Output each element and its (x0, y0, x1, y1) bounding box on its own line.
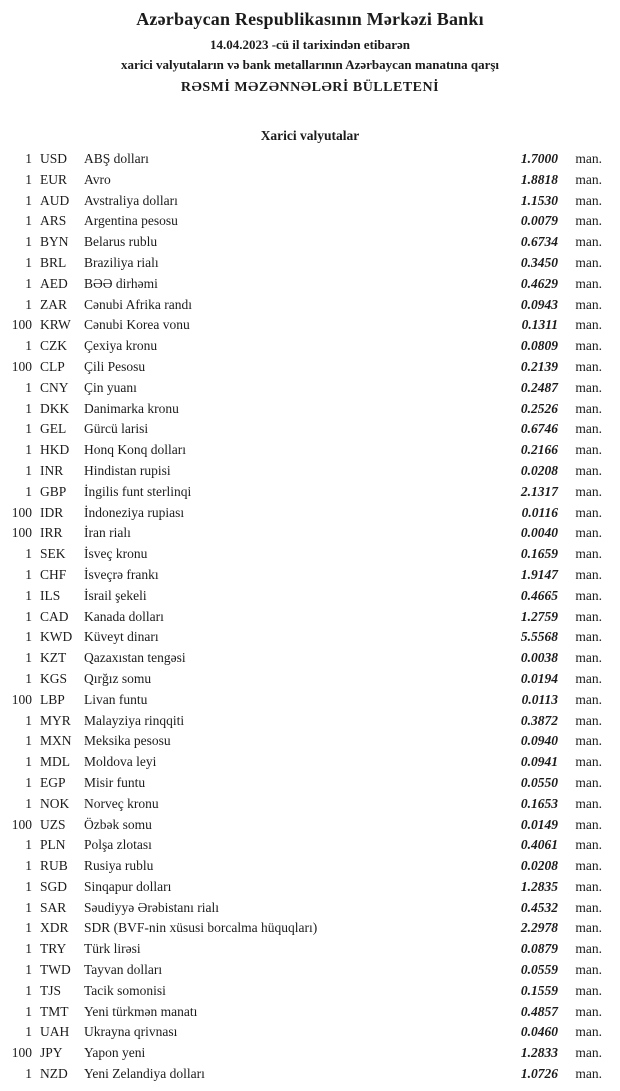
quantity-cell: 1 (25, 213, 32, 229)
currency-code: SAR (40, 899, 67, 915)
rate-value: 0.4857 (520, 1003, 558, 1019)
quantity-cell: 1 (25, 941, 32, 957)
unit-label: man. (575, 962, 602, 978)
quantity-cell: 100 (11, 816, 32, 832)
rate-row (6, 835, 602, 856)
quantity-cell: 1 (25, 650, 32, 666)
rate-row (6, 253, 602, 274)
currency-name: Səudiyyə Ərəbistanı rialı (84, 899, 219, 915)
currency-code: KRW (40, 317, 71, 333)
unit-label: man. (575, 608, 602, 624)
rate-row (6, 523, 602, 544)
unit-label: man. (575, 504, 602, 520)
unit-label: man. (575, 213, 602, 229)
quantity-cell: 1 (25, 400, 32, 416)
quantity-cell: 1 (25, 587, 32, 603)
currency-name: Yeni Zelandiya dolları (84, 1066, 205, 1082)
rate-value: 0.4665 (520, 587, 558, 603)
rate-value: 1.8818 (520, 171, 558, 187)
rate-row (6, 1002, 602, 1023)
rate-value: 1.1530 (520, 192, 558, 208)
rate-value: 0.0149 (520, 816, 558, 832)
rate-row (6, 918, 602, 939)
currency-code: NZD (40, 1066, 68, 1082)
quantity-cell: 100 (11, 691, 32, 707)
quantity-cell: 1 (25, 1024, 32, 1040)
rate-value: 0.2139 (520, 358, 558, 374)
rate-value: 0.0550 (520, 774, 558, 790)
currency-code: GEL (40, 421, 67, 437)
rate-row (6, 565, 602, 586)
unit-label: man. (575, 941, 602, 957)
unit-label: man. (575, 442, 602, 458)
currency-name: Braziliya rialı (84, 254, 159, 270)
currency-code: DKK (40, 400, 70, 416)
rate-value: 0.0943 (520, 296, 558, 312)
unit-label: man. (575, 275, 602, 291)
quantity-cell: 1 (25, 899, 32, 915)
rate-row (6, 544, 602, 565)
currency-name: SDR (BVF-nin xüsusi borcalma hüquqları) (84, 920, 318, 936)
unit-label: man. (575, 587, 602, 603)
currency-name: İsrail şekeli (84, 587, 147, 603)
rate-value: 0.0113 (521, 691, 558, 707)
rate-row (6, 627, 602, 648)
quantity-cell: 100 (11, 317, 32, 333)
rate-row (6, 607, 602, 628)
rate-value: 1.2759 (520, 608, 558, 624)
unit-label: man. (575, 234, 602, 250)
quantity-cell: 1 (25, 774, 32, 790)
quantity-cell: 1 (25, 483, 32, 499)
rate-row (6, 503, 602, 524)
currency-code: ARS (40, 213, 67, 229)
quantity-cell: 1 (25, 670, 32, 686)
rate-row (6, 419, 602, 440)
currency-name: Qazaxıstan tengəsi (84, 650, 186, 666)
quantity-cell: 1 (25, 566, 32, 582)
currency-name: İndoneziya rupiası (84, 504, 185, 520)
rate-row (6, 336, 602, 357)
currency-name: Malayziya rinqqiti (84, 712, 185, 728)
unit-label: man. (575, 1066, 602, 1082)
bulletin-header (0, 9, 620, 96)
currency-name: BƏƏ dirhəmi (84, 275, 158, 291)
currency-code: UAH (40, 1024, 70, 1040)
currency-name: Polşa zlotası (84, 837, 152, 853)
rate-row (6, 960, 602, 981)
quantity-cell: 1 (25, 379, 32, 395)
currency-name: Ukrayna qrivnası (84, 1024, 178, 1040)
unit-label: man. (575, 566, 602, 582)
rate-value: 2.2978 (520, 920, 558, 936)
currency-code: TRY (40, 941, 67, 957)
quantity-cell: 1 (25, 462, 32, 478)
quantity-cell: 1 (25, 275, 32, 291)
unit-label: man. (575, 1045, 602, 1061)
currency-code: XDR (40, 920, 69, 936)
unit-label: man. (575, 670, 602, 686)
subtitle-line: xarici valyutaların və bank metallarının Azərbaycan manatına qarşı (120, 57, 500, 72)
unit-label: man. (575, 421, 602, 437)
quantity-cell: 1 (25, 858, 32, 874)
unit-label: man. (575, 171, 602, 187)
unit-label: man. (575, 192, 602, 208)
currency-code: KGS (40, 670, 68, 686)
unit-label: man. (575, 982, 602, 998)
currency-name: Moldova leyi (84, 754, 157, 770)
unit-label: man. (575, 754, 602, 770)
currency-code: AED (40, 275, 68, 291)
rate-value: 1.7000 (520, 151, 558, 166)
currency-name: Küveyt dinarı (84, 629, 159, 645)
rate-value: 0.1653 (520, 795, 558, 811)
currency-name: Misir funtu (84, 774, 146, 790)
currency-code: AUD (40, 192, 70, 208)
currency-name: Argentina pesosu (84, 213, 178, 229)
rate-value: 0.0559 (520, 962, 558, 978)
currency-code: CLP (40, 358, 65, 374)
rate-row (6, 461, 602, 482)
currency-name: Meksika pesosu (84, 733, 171, 749)
rate-row (6, 648, 602, 669)
unit-label: man. (575, 733, 602, 749)
currency-code: CHF (40, 566, 67, 582)
rate-value: 1.2833 (520, 1045, 558, 1061)
unit-label: man. (575, 650, 602, 666)
unit-label: man. (575, 878, 602, 894)
rates-table (0, 149, 620, 1091)
rate-row (6, 711, 602, 732)
currency-code: IDR (40, 504, 64, 520)
currency-code: SEK (40, 546, 66, 562)
currency-code: KWD (40, 629, 73, 645)
rate-row (6, 586, 602, 607)
bulletin-title: RƏSMİ MƏZƏNNƏLƏRİ BÜLLETENİ (180, 80, 440, 95)
rate-value: 0.0040 (520, 525, 558, 541)
currency-name: Özbək somu (84, 816, 152, 832)
currency-name: Hindistan rupisi (84, 462, 171, 478)
currency-code: ZAR (40, 296, 67, 312)
quantity-cell: 1 (25, 795, 32, 811)
rate-row (6, 295, 602, 316)
rate-value: 0.0194 (520, 670, 558, 686)
currency-code: KZT (40, 650, 67, 666)
unit-label: man. (575, 151, 602, 166)
rate-value: 0.0116 (521, 504, 558, 520)
currency-code: UZS (40, 816, 66, 832)
rate-value: 0.0208 (520, 462, 558, 478)
currency-name: Yapon yeni (84, 1045, 146, 1061)
currency-name: Çili Pesosu (84, 358, 146, 374)
rate-value: 0.2526 (520, 400, 558, 416)
currency-code: ILS (40, 587, 61, 603)
rate-value: 0.6746 (520, 421, 558, 437)
currency-name: Danimarka kronu (84, 400, 179, 416)
currency-name: Çexiya kronu (84, 338, 158, 354)
rate-value: 0.1311 (521, 317, 558, 333)
unit-label: man. (575, 317, 602, 333)
rate-row (6, 274, 602, 295)
currency-code: LBP (40, 691, 65, 707)
rate-row (6, 440, 602, 461)
currency-code: USD (40, 151, 68, 166)
rate-value: 0.3872 (520, 712, 558, 728)
rate-row (6, 211, 602, 232)
currency-code: CNY (40, 379, 69, 395)
unit-label: man. (575, 462, 602, 478)
quantity-cell: 1 (25, 192, 32, 208)
rate-value: 0.2166 (520, 442, 558, 458)
quantity-cell: 1 (25, 171, 32, 187)
currency-name: Belarus rublu (84, 234, 158, 250)
quantity-cell: 1 (25, 878, 32, 894)
currency-code: GBP (40, 483, 67, 499)
unit-label: man. (575, 483, 602, 499)
rate-row (6, 357, 602, 378)
currency-code: JPY (40, 1045, 63, 1061)
rate-row (6, 794, 602, 815)
quantity-cell: 1 (25, 733, 32, 749)
rate-row (6, 815, 602, 836)
unit-label: man. (575, 379, 602, 395)
currency-name: Norveç kronu (84, 795, 159, 811)
unit-label: man. (575, 1003, 602, 1019)
currency-name: Qırğız somu (84, 670, 152, 686)
unit-label: man. (575, 358, 602, 374)
rate-value: 0.6734 (520, 234, 558, 250)
rate-row (6, 981, 602, 1002)
quantity-cell: 1 (25, 234, 32, 250)
rate-row (6, 752, 602, 773)
rate-row (6, 731, 602, 752)
currency-code: TMT (40, 1003, 69, 1019)
quantity-cell: 100 (11, 358, 32, 374)
currency-code: RUB (40, 858, 68, 874)
rate-value: 0.0941 (520, 754, 558, 770)
unit-label: man. (575, 899, 602, 915)
currency-name: Tayvan dolları (84, 962, 163, 978)
quantity-cell: 1 (25, 712, 32, 728)
rate-value: 0.0940 (520, 733, 558, 749)
rate-value: 0.0079 (520, 213, 558, 229)
unit-label: man. (575, 400, 602, 416)
quantity-cell: 1 (25, 629, 32, 645)
unit-label: man. (575, 858, 602, 874)
currency-code: EUR (40, 171, 67, 187)
unit-label: man. (575, 920, 602, 936)
quantity-cell: 1 (25, 421, 32, 437)
currency-name: Cənubi Afrika randı (84, 296, 192, 312)
currency-code: SGD (40, 878, 68, 894)
rate-row (6, 669, 602, 690)
unit-label: man. (575, 774, 602, 790)
rate-row (6, 939, 602, 960)
rate-row (6, 378, 602, 399)
rate-value: 0.0809 (520, 338, 558, 354)
unit-label: man. (575, 254, 602, 270)
currency-code: MXN (40, 733, 72, 749)
unit-label: man. (575, 795, 602, 811)
unit-label: man. (575, 629, 602, 645)
rate-row (6, 1022, 602, 1043)
quantity-cell: 1 (25, 837, 32, 853)
unit-label: man. (575, 712, 602, 728)
currency-code: IRR (40, 525, 63, 541)
unit-label: man. (575, 546, 602, 562)
rate-row (6, 482, 602, 503)
quantity-cell: 1 (25, 546, 32, 562)
currency-name: Honq Konq dolları (84, 442, 186, 458)
rate-value: 1.9147 (520, 566, 558, 582)
rate-row (6, 170, 602, 191)
quantity-cell: 1 (25, 962, 32, 978)
rate-row (6, 898, 602, 919)
rate-row (6, 191, 602, 212)
currency-name: Kanada dolları (84, 608, 164, 624)
currency-code: BRL (40, 254, 67, 270)
quantity-cell: 1 (25, 254, 32, 270)
unit-label: man. (575, 1024, 602, 1040)
quantity-cell: 1 (25, 754, 32, 770)
currency-code: CAD (40, 608, 69, 624)
currency-code: INR (40, 462, 64, 478)
quantity-cell: 1 (25, 442, 32, 458)
rate-value: 0.4629 (520, 275, 558, 291)
unit-label: man. (575, 816, 602, 832)
rate-value: 0.1559 (520, 982, 558, 998)
currency-name: Avstraliya dolları (84, 192, 178, 208)
rate-value: 1.2835 (520, 878, 558, 894)
rate-row (6, 315, 602, 336)
rate-row (6, 690, 602, 711)
rate-value: 2.1317 (520, 483, 558, 499)
currency-name: Rusiya rublu (84, 858, 154, 874)
currency-code: MYR (40, 712, 71, 728)
currency-name: Sinqapur dolları (84, 878, 172, 894)
quantity-cell: 1 (25, 338, 32, 354)
currency-name: Yeni türkmən manatı (84, 1003, 198, 1019)
currency-name: Çin yuanı (84, 379, 137, 395)
rate-row (6, 1043, 602, 1064)
section-title: Xarici valyutalar (260, 128, 360, 143)
currency-name: İngilis funt sterlinqi (84, 483, 192, 499)
unit-label: man. (575, 338, 602, 354)
currency-code: NOK (40, 795, 70, 811)
quantity-cell: 1 (25, 1003, 32, 1019)
rate-value: 0.4532 (520, 899, 558, 915)
quantity-cell: 100 (11, 504, 32, 520)
quantity-cell: 100 (11, 1045, 32, 1061)
currency-code: TWD (40, 962, 71, 978)
rate-row (6, 856, 602, 877)
currency-name: İran rialı (84, 525, 131, 541)
rate-value: 0.0460 (520, 1024, 558, 1040)
currency-name: Gürcü larisi (84, 421, 149, 437)
rate-value: 0.2487 (520, 379, 558, 395)
currency-code: BYN (40, 234, 69, 250)
currency-name: Türk lirəsi (84, 941, 141, 957)
currency-name: İsveç kronu (84, 546, 148, 562)
unit-label: man. (575, 691, 602, 707)
date-line: 14.04.2023 -cü il tarixindən etibarən (209, 37, 411, 52)
rate-row (6, 773, 602, 794)
rate-value: 5.5568 (520, 629, 558, 645)
currency-name: Cənubi Korea vonu (84, 317, 190, 333)
unit-label: man. (575, 296, 602, 312)
currency-code: TJS (40, 982, 62, 998)
rate-row (6, 399, 602, 420)
currency-name: Avro (84, 171, 111, 187)
rate-value: 0.1659 (520, 546, 558, 562)
currency-name: Tacik somonisi (84, 982, 166, 998)
rate-row (6, 232, 602, 253)
unit-label: man. (575, 525, 602, 541)
currency-name: Livan funtu (84, 691, 148, 707)
unit-label: man. (575, 837, 602, 853)
rate-value: 0.0879 (520, 941, 558, 957)
rate-value: 0.3450 (520, 254, 558, 270)
rate-row (6, 877, 602, 898)
quantity-cell: 1 (25, 608, 32, 624)
currency-code: CZK (40, 338, 67, 354)
quantity-cell: 1 (25, 1066, 32, 1082)
currency-code: HKD (40, 442, 70, 458)
quantity-cell: 100 (11, 525, 32, 541)
currency-code: EGP (40, 774, 66, 790)
currency-code: PLN (40, 837, 66, 853)
page-title: Azərbaycan Respublikasının Mərkəzi Bankı (136, 9, 484, 29)
currency-name: İsveçrə frankı (84, 566, 159, 582)
rate-row (6, 149, 602, 170)
rate-value: 0.0208 (520, 858, 558, 874)
rate-value: 0.0038 (520, 650, 558, 666)
quantity-cell: 1 (25, 296, 32, 312)
quantity-cell: 1 (25, 982, 32, 998)
rate-row (6, 1064, 602, 1085)
currency-name: ABŞ dolları (84, 151, 149, 166)
quantity-cell: 1 (25, 151, 32, 166)
quantity-cell: 1 (25, 920, 32, 936)
rate-value: 0.4061 (520, 837, 558, 853)
rate-value: 1.0726 (520, 1066, 558, 1082)
currency-code: MDL (40, 754, 70, 770)
